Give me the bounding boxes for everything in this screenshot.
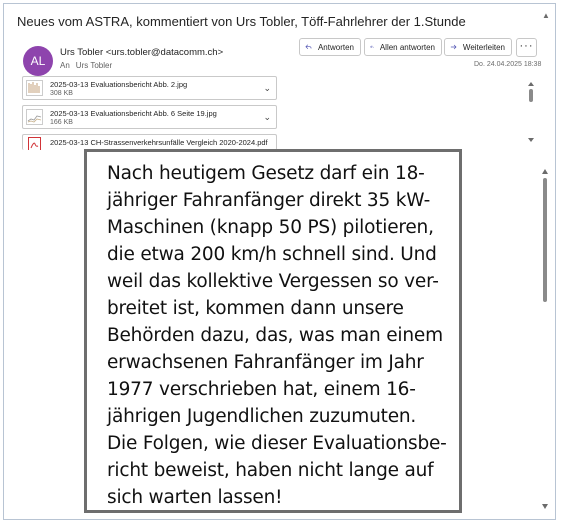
- chevron-down-icon[interactable]: ⌄: [263, 112, 271, 122]
- scroll-up-icon[interactable]: [542, 169, 548, 174]
- to-label: An: [60, 61, 70, 70]
- scroll-down-icon[interactable]: [528, 138, 534, 142]
- chevron-down-icon[interactable]: ⌄: [263, 83, 271, 93]
- reply-all-icon: [370, 41, 374, 53]
- reply-all-label: Allen antworten: [379, 42, 435, 52]
- attachment-name: 2025-03-13 CH-Strassenverkehrsunfälle Vergleich 2020-2024.pdf: [50, 138, 268, 147]
- forward-icon: [450, 41, 457, 53]
- recipient-name[interactable]: Urs Tobler: [75, 61, 113, 70]
- attachment-name: 2025-03-13 Evaluationsbericht Abb. 6 Seite 19.jpg: [50, 109, 217, 118]
- email-subject: Neues vom ASTRA, kommentiert von Urs Tobler, Töff-Fahrlehrer der 1.Stunde: [17, 14, 466, 29]
- attachment-item[interactable]: [22, 76, 277, 100]
- chart-thumbnail-icon: [26, 80, 43, 96]
- scroll-up-icon[interactable]: [528, 82, 534, 86]
- attachment-item[interactable]: [22, 105, 277, 129]
- reply-icon: [305, 41, 312, 53]
- sender-name[interactable]: Urs Tobler <urs.tobler@datacomm.ch>: [60, 47, 224, 58]
- scrollbar-thumb[interactable]: [529, 89, 533, 102]
- received-date: Do. 24.04.2025 18:38: [474, 61, 542, 68]
- scroll-up-icon[interactable]: ▲: [542, 11, 550, 20]
- line-chart-thumbnail-icon: [26, 109, 43, 125]
- notice-image: [84, 149, 462, 513]
- forward-button[interactable]: [444, 38, 512, 56]
- attachments-scrollbar[interactable]: [527, 80, 535, 144]
- reply-button[interactable]: [299, 38, 361, 56]
- scroll-down-icon[interactable]: [542, 504, 548, 509]
- pdf-icon: [26, 137, 43, 150]
- forward-label: Weiterleiten: [462, 42, 505, 52]
- notice-text: Nach heutigem Gesetz darf ein 18- jähriger Fahranfänger direkt 35 kW- Maschinen (knapp 50 PS) pilotieren, die etwa 200 km/h schnell sind. Und weil das kollektive Vergessen so ver- breitet ist, kommen dann unsere Behörden dazu, das, was man einem erwachsenen Fahranfänger im Jahr 1977 verschrieben hat, einem 16- jährigen Jugendlichen zuzumuten. Die Folgen, wie dieser Evaluationsbe- richt beweist, haben nicht lange auf sich warten lassen!: [107, 163, 447, 508]
- recipient-line: [60, 61, 112, 70]
- attachment-item[interactable]: [22, 134, 277, 150]
- scrollbar-thumb[interactable]: [543, 178, 547, 302]
- attachment-size: 308 KB: [50, 90, 73, 97]
- reply-all-button[interactable]: [364, 38, 442, 56]
- attachment-name: 2025-03-13 Evaluationsbericht Abb. 2.jpg: [50, 80, 188, 89]
- more-actions-button[interactable]: ···: [516, 38, 537, 57]
- reply-label: Antworten: [317, 42, 354, 52]
- message-body-scrollbar[interactable]: [540, 150, 550, 512]
- avatar[interactable]: AL: [23, 46, 53, 76]
- attachment-size: 166 KB: [50, 119, 73, 126]
